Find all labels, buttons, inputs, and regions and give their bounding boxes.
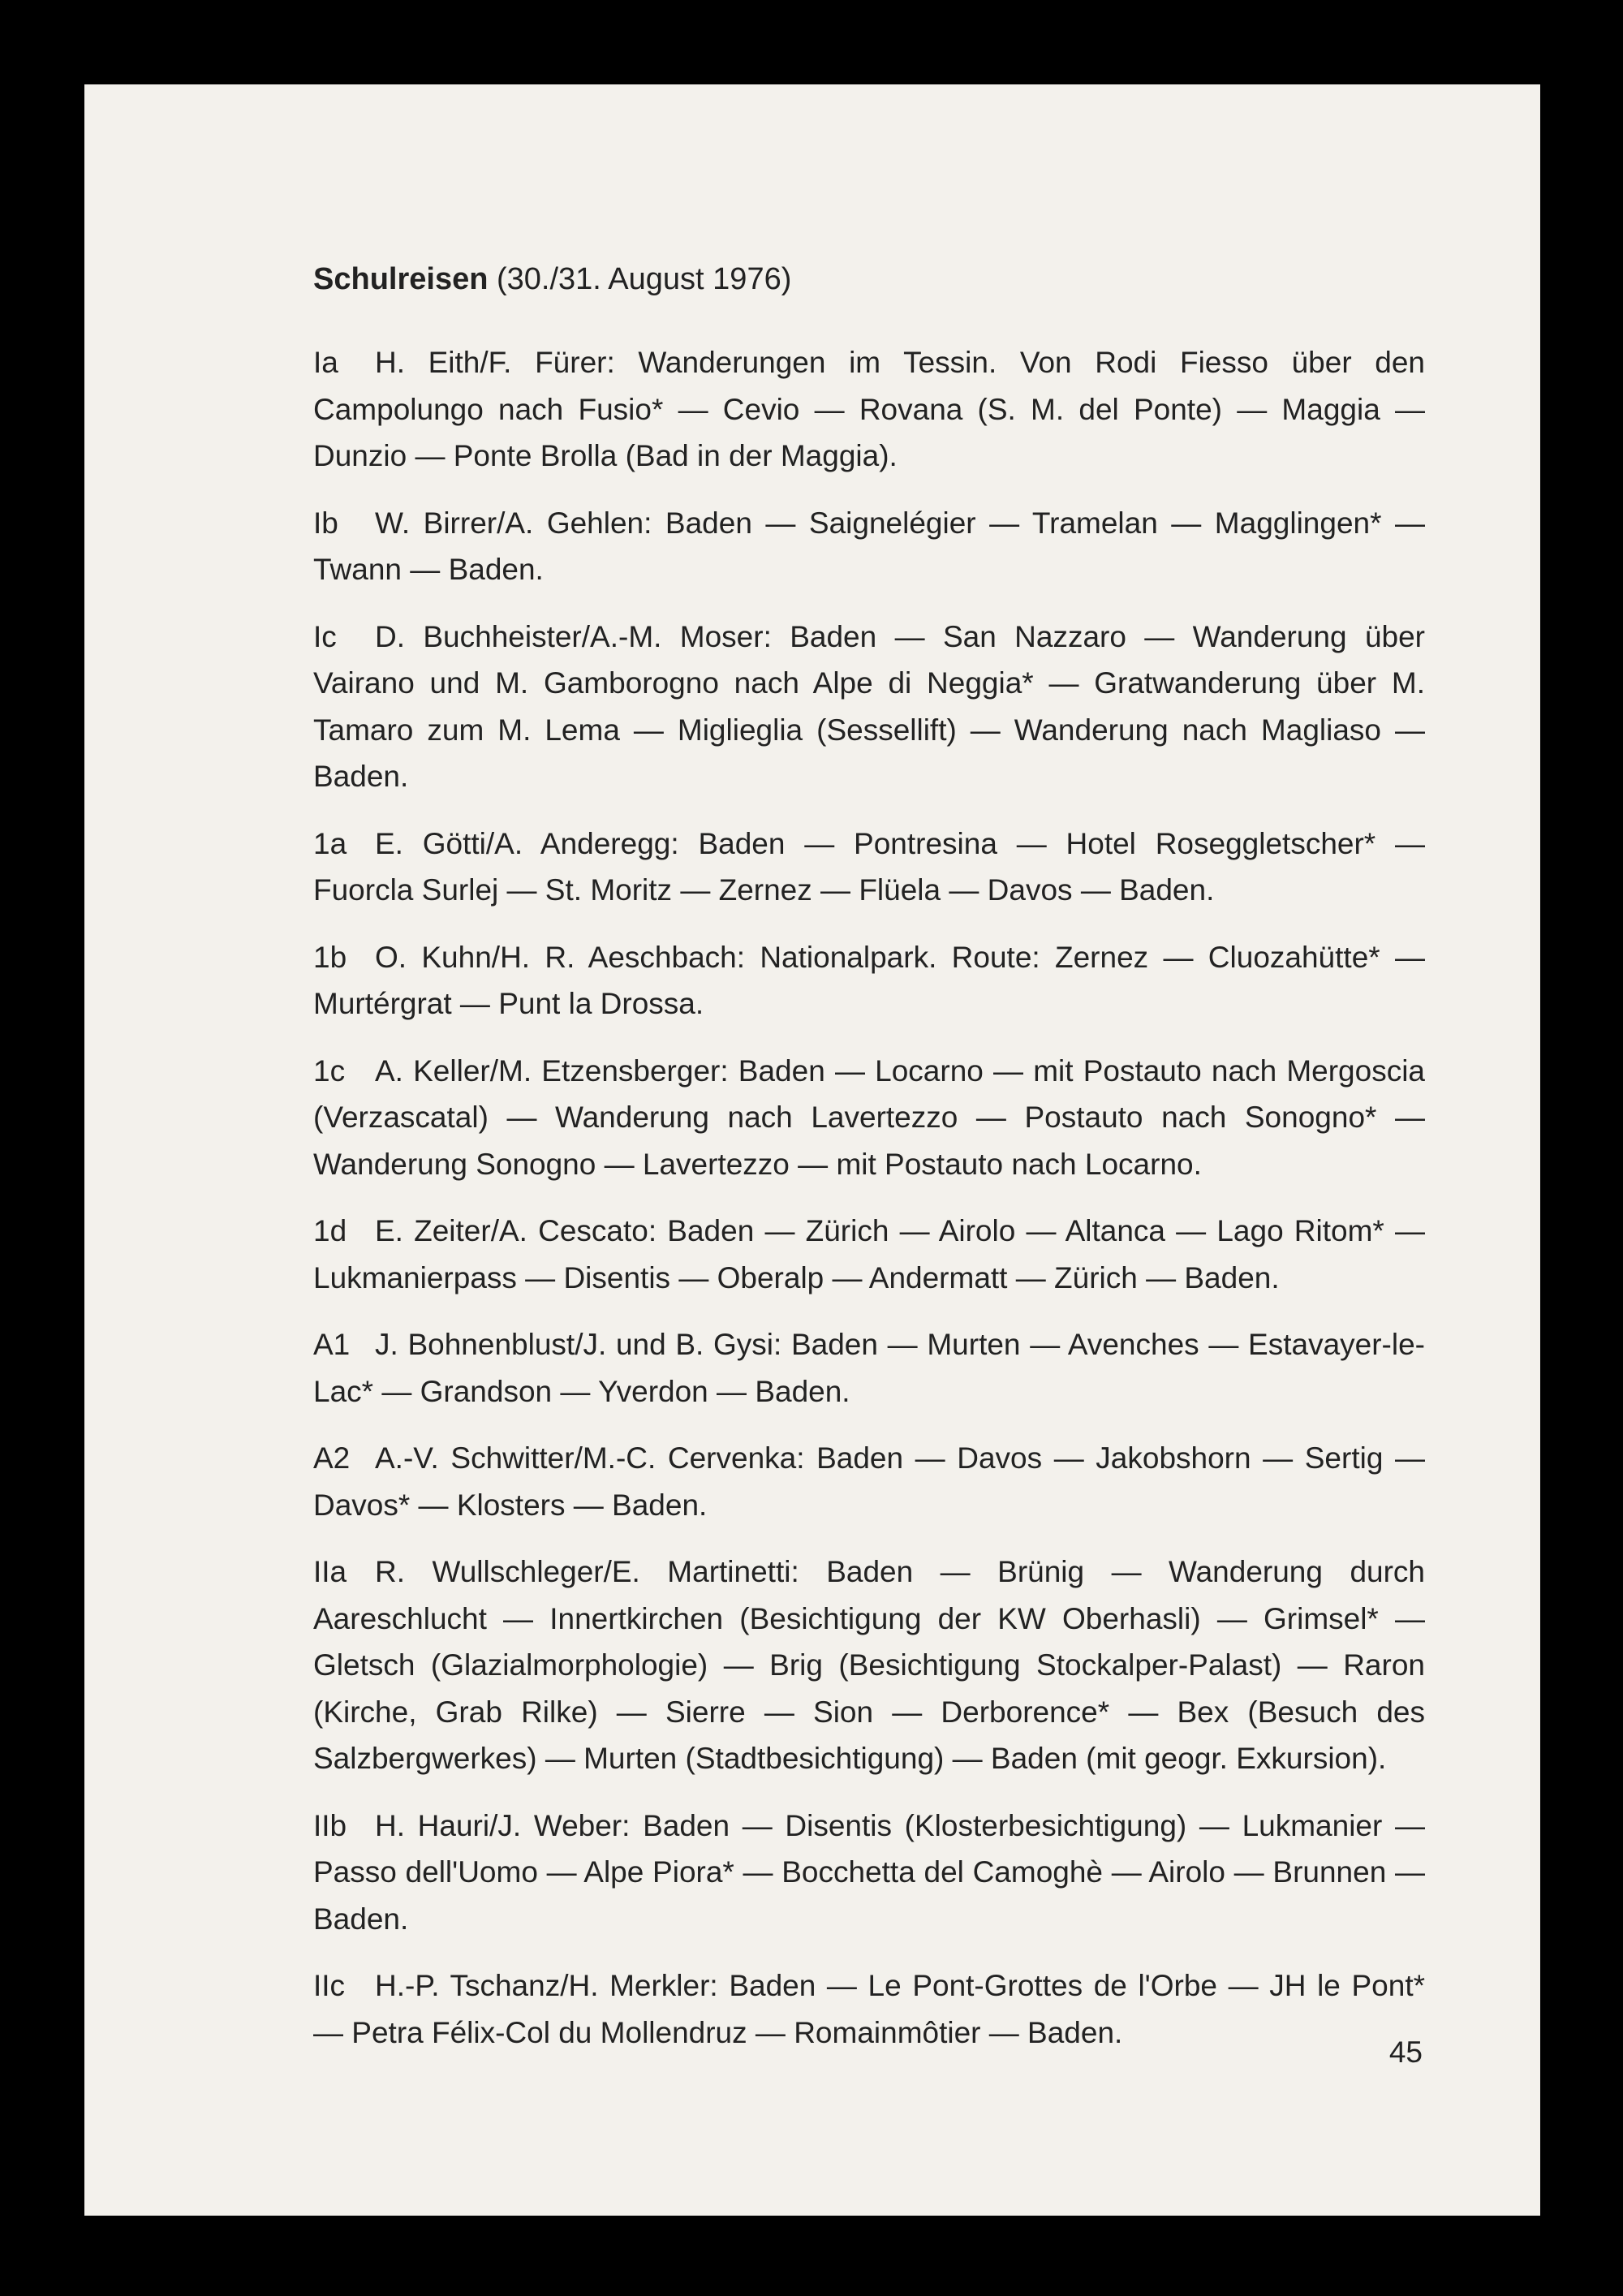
trip-class-code: IIc xyxy=(313,1969,346,2002)
trip-description: E. Götti/A. Anderegg: Baden — Pontresina — Hotel Roseggletscher* — Fuorcla Surlej — St. Moritz — Zernez — Flüela — Davos — Baden. xyxy=(313,826,1425,907)
trip-description: E. Zeiter/A. Cescato: Baden — Zürich — Airolo — Altanca — Lago Ritom* — Lukmanierpass — Disentis — Oberalp — Andermatt — Zürich — Baden. xyxy=(313,1214,1425,1294)
trip-class-code: 1c xyxy=(313,1053,346,1088)
trip-entry xyxy=(313,339,1425,480)
section-heading xyxy=(313,256,1425,303)
trip-description: A. Keller/M. Etzensberger: Baden — Locarno — mit Postauto nach Mergoscia (Verzascatal) — Wanderung nach Lavertezzo — Postauto nach Sonogno* — Wanderung Sonogno — Lavertezzo — mit Postauto nach Locarno. xyxy=(313,1053,1425,1181)
trip-class-code: IIb xyxy=(313,1808,347,1842)
trip-entry xyxy=(313,500,1425,593)
trip-description: A.-V. Schwitter/M.-C. Cervenka: Baden — Davos — Jakobshorn — Sertig — Davos* — Klosters — Baden. xyxy=(313,1441,1425,1522)
trip-entry xyxy=(313,934,1425,1027)
trip-class-code: Ib xyxy=(313,506,338,540)
trip-class-code: Ia xyxy=(313,346,338,379)
trip-class-code: 1b xyxy=(313,940,347,974)
trip-description: D. Buchheister/A.-M. Moser: Baden — San Nazzaro — Wanderung über Vairano und M. Gamborogno nach Alpe di Neggia* — Gratwanderung über M. Tamaro zum M. Lema — Miglieglia (Sessellift) — Wanderung nach Magliaso — Baden. xyxy=(313,619,1425,793)
trip-description: O. Kuhn/H. R. Aeschbach: Nationalpark. Route: Zernez — Cluozahütte* — Murtérgrat — Punt la Drossa. xyxy=(313,940,1425,1020)
trip-description: W. Birrer/A. Gehlen: Baden — Saignelégier — Tramelan — Magglingen* — Twann — Baden. xyxy=(313,506,1425,586)
trip-list xyxy=(313,339,1425,2056)
trip-entry xyxy=(313,1435,1425,1528)
trip-entry xyxy=(313,1208,1425,1301)
trip-class-code: Ic xyxy=(313,619,337,653)
trip-entry xyxy=(313,1549,1425,1782)
heading-title: Schulreisen xyxy=(313,262,489,296)
trip-description: H. Hauri/J. Weber: Baden — Disentis (Klosterbesichtigung) — Lukmanier — Passo dell'Uomo — Alpe Piora* — Bocchetta del Camoghè — Airolo — Brunnen — Baden. xyxy=(313,1808,1425,1936)
page-content xyxy=(313,256,1425,2076)
trip-entry xyxy=(313,1321,1425,1415)
trip-description: R. Wullschleger/E. Martinetti: Baden — Brünig — Wanderung durch Aareschlucht — Innertkirchen (Besichtigung der KW Oberhasli) — Grimsel* — Gletsch (Glazialmorphologie) — Brig (Besichtigung Stockalper-Palast) — Raron (Kirche, Grab Rilke) — Sierre — Sion — Derborence* — Bex (Besuch des Salzbergwerkes) — Murten (Stadtbesichtigung) — Baden (mit geogr. Exkursion). xyxy=(313,1555,1425,1775)
trip-description: H.-P. Tschanz/H. Merkler: Baden — Le Pont-Grottes de l'Orbe — JH le Pont* — Petra Félix-Col du Mollendruz — Romainmôtier — Baden. xyxy=(313,1969,1425,2049)
trip-description: J. Bohnenblust/J. und B. Gysi: Baden — Murten — Avenches — Estavayer-le-Lac* — Grandson — Yverdon — Baden. xyxy=(313,1328,1425,1408)
trip-entry xyxy=(313,1803,1425,1943)
trip-class-code: 1d xyxy=(313,1214,347,1247)
trip-entry xyxy=(313,1962,1425,2056)
trip-class-code: IIa xyxy=(313,1555,347,1588)
trip-class-code: 1a xyxy=(313,826,347,860)
trip-entry xyxy=(313,821,1425,914)
trip-class-code: A1 xyxy=(313,1328,351,1361)
trip-entry xyxy=(313,614,1425,800)
trip-class-code: A2 xyxy=(313,1441,351,1475)
document-page xyxy=(84,84,1540,2216)
page-number: 45 xyxy=(1388,2035,1423,2069)
heading-date: (30./31. August 1976) xyxy=(496,262,792,296)
trip-entry xyxy=(313,1048,1425,1188)
trip-description: H. Eith/F. Fürer: Wanderungen im Tessin. Von Rodi Fiesso über den Campolungo nach Fusio* — Cevio — Rovana (S. M. del Ponte) — Maggia — Dunzio — Ponte Brolla (Bad in der Maggia). xyxy=(313,346,1425,472)
